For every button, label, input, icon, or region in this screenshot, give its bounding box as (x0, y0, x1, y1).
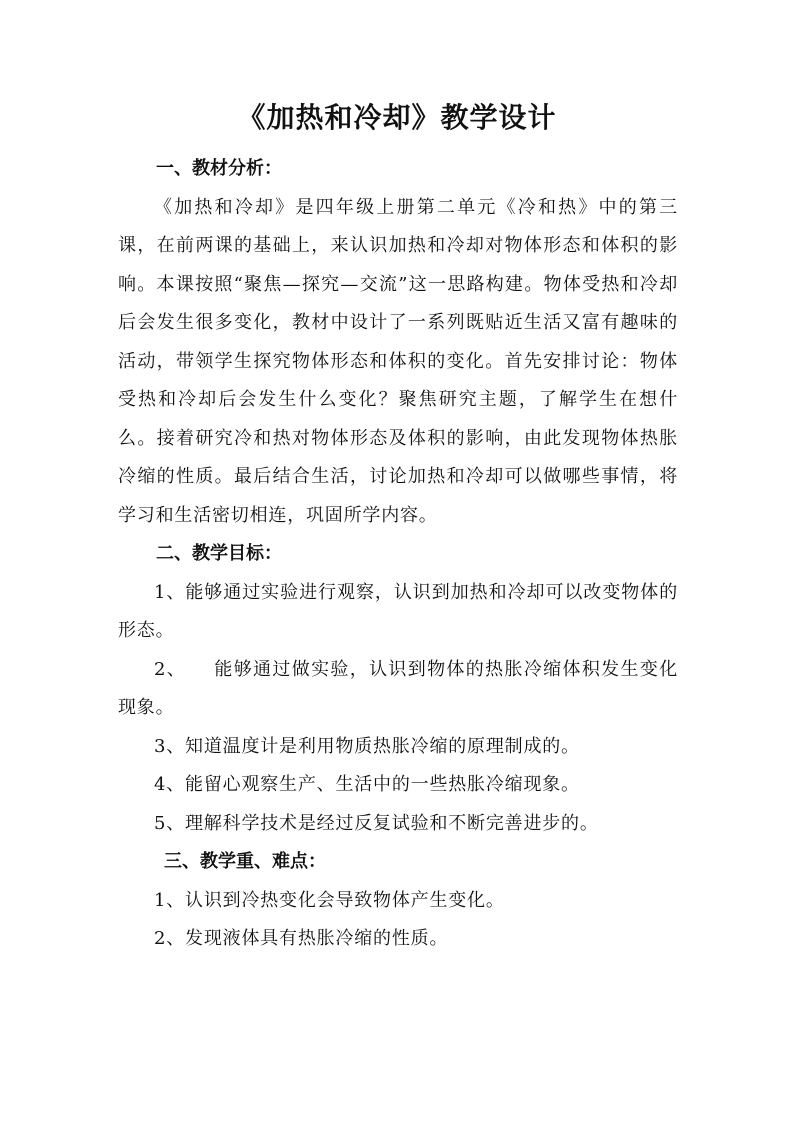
objective-item-2: 2、 能够通过做实验，认识到物体的热胀冷缩体积发生变化现象。 (118, 658, 678, 718)
objective-item-5: 5、理解科学技术是经过反复试验和不断完善进步的。 (154, 812, 599, 834)
document-body (118, 150, 678, 959)
objective-item-3: 3、知道温度计是利用物质热胀冷缩的原理制成的。 (154, 735, 580, 757)
document-title: 《加热和冷却》教学设计 (237, 101, 557, 134)
section-heading-objectives: 二、教学目标： (156, 543, 282, 564)
section-heading-analysis: 一、教材分析： (156, 158, 282, 179)
objective-item-4: 4、能留心观察生产、生活中的一些热胀冷缩现象。 (154, 774, 580, 795)
analysis-paragraph: 《加热和冷却》是四年级上册第二单元《冷和热》中的第三课，在前两课的基础上，来认识加热和冷却对物体形态和体积的影响。本课按照“聚焦—探究—交流”这一思路构建。物体受热和冷却后会发生很多变化，教材中设计了一系列既贴近生活又富有趣味的活动，带领学生探究物体形态和体积的变化。首先安排讨论：物体受热和冷却后会发生什么变化？聚焦研究主题，了解学生在想什么。接着研究冷和热对物体形态及体积的影响，由此发现物体热胀冷缩的性质。最后结合生活，讨论加热和冷却可以做哪些事情，将学习和生活密切相连，巩固所学内容。 (118, 196, 678, 526)
section-heading-key-points: 三、教学重、难点： (164, 851, 326, 872)
key-point-item-2: 2、发现液体具有热胀冷缩的性质。 (154, 928, 449, 949)
key-point-item-1: 1、认识到冷热变化会导致物体产生变化。 (154, 889, 505, 911)
objective-item-1: 1、能够通过实验进行观察，认识到加热和冷却可以改变物体的形态。 (118, 581, 678, 641)
